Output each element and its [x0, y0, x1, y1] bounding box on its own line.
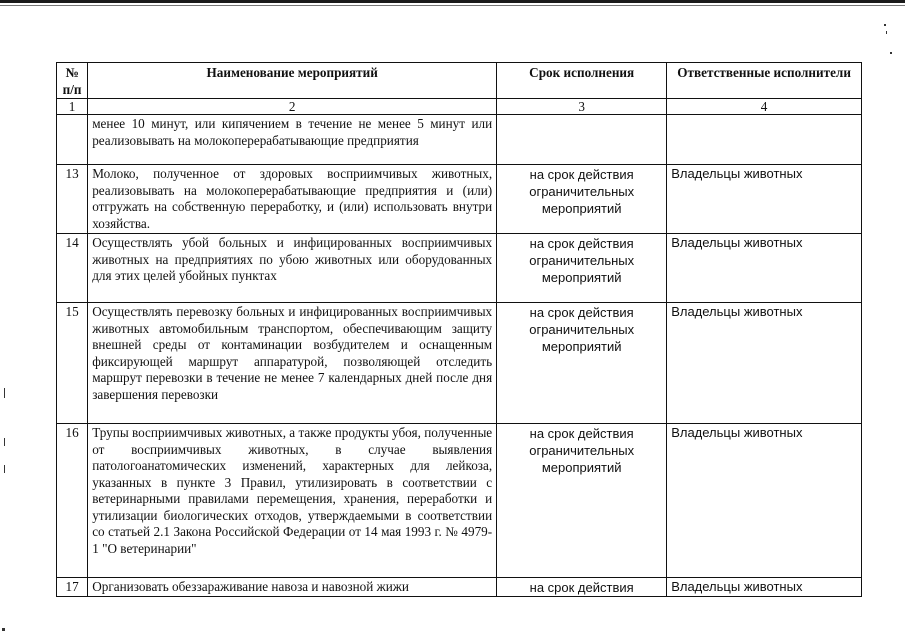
scan-speck: [886, 31, 887, 34]
row-responsible: Владельцы животных: [667, 303, 862, 424]
row-measure-text: Осуществлять перевозку больных и инфицированных восприимчивых животных автомобильным транспортом, обеспечивающим защиту внешней среды от контаминации возбудителем и оснащенным фиксирующей маршрут аппаратурой, позволяющей отследить маршрут перевозки в течение не менее 7 календарных дней после дня завершения перевозки: [88, 303, 497, 424]
row-responsible: [667, 115, 862, 165]
column-number: 4: [667, 99, 862, 115]
row-term: на срок действия ограничительных мероприятий: [497, 424, 667, 578]
top-scan-border: [0, 0, 905, 3]
table-row: [57, 115, 862, 165]
table-row: [57, 165, 862, 234]
measures-table: [56, 62, 862, 597]
row-responsible: Владельцы животных: [667, 234, 862, 303]
row-measure-text: Организовать обеззараживание навоза и навозной жижи: [88, 578, 497, 597]
header-row: [57, 63, 862, 99]
row-measure-text: менее 10 минут, или кипячением в течение не менее 5 минут или реализовывать на молокоперерабатывающие предприятия: [88, 115, 497, 165]
row-term: на срок действия ограничительных мероприятий: [497, 303, 667, 424]
scan-speck: [4, 438, 5, 446]
row-term: на срок действия ограничительных мероприятий: [497, 234, 667, 303]
scan-speck: [890, 52, 892, 54]
row-number: 13: [57, 165, 88, 234]
table-row: [57, 424, 862, 578]
row-responsible: Владельцы животных: [667, 424, 862, 578]
scan-speck: [884, 24, 886, 26]
column-number-row: [57, 99, 862, 115]
row-number: 17: [57, 578, 88, 597]
row-measure-text: Осуществлять убой больных и инфицированных восприимчивых животных на предприятиях по убою животных или оборудованных для этих целей убойных пунктах: [88, 234, 497, 303]
column-number: 2: [88, 99, 497, 115]
header-term: Срок исполнения: [497, 63, 667, 99]
row-number: 14: [57, 234, 88, 303]
row-term: на срок действия: [497, 578, 667, 597]
row-responsible: Владельцы животных: [667, 165, 862, 234]
header-responsible: Ответственные исполнители: [667, 63, 862, 99]
scan-speck: [4, 388, 5, 398]
header-num: № п/п: [57, 63, 88, 99]
row-measure-text: Молоко, полученное от здоровых восприимчивых животных, реализовывать на молокоперерабатывающие предприятия и (или) отгружать на собственную переработку, и (или) использовать внутри хозяйства.: [88, 165, 497, 234]
scan-speck: [4, 465, 5, 473]
row-measure-text: Трупы восприимчивых животных, а также продукты убоя, полученные от восприимчивых животных, в случае выявления патологоанатомических изменений, характерных для лейкоза, указанных в пункте 3 Правил, утилизировать в соответствии с ветеринарными правилами перемещения, хранения, переработки и утилизации биологических отходов, утверждаемыми в соответствии со статьей 2.1 Закона Российской Федерации от 14 мая 1993 г. № 4979-1 "О ветеринарии": [88, 424, 497, 578]
scan-speck: [2, 628, 5, 631]
row-number: 15: [57, 303, 88, 424]
row-term: на срок действия ограничительных мероприятий: [497, 165, 667, 234]
table-row: [57, 303, 862, 424]
table-row: [57, 234, 862, 303]
column-number: 1: [57, 99, 88, 115]
row-number: 16: [57, 424, 88, 578]
row-number: [57, 115, 88, 165]
row-responsible: Владельцы животных: [667, 578, 862, 597]
column-number: 3: [497, 99, 667, 115]
row-term: [497, 115, 667, 165]
header-name: Наименование мероприятий: [88, 63, 497, 99]
top-scan-line: [0, 5, 905, 6]
table-row: [57, 578, 862, 597]
